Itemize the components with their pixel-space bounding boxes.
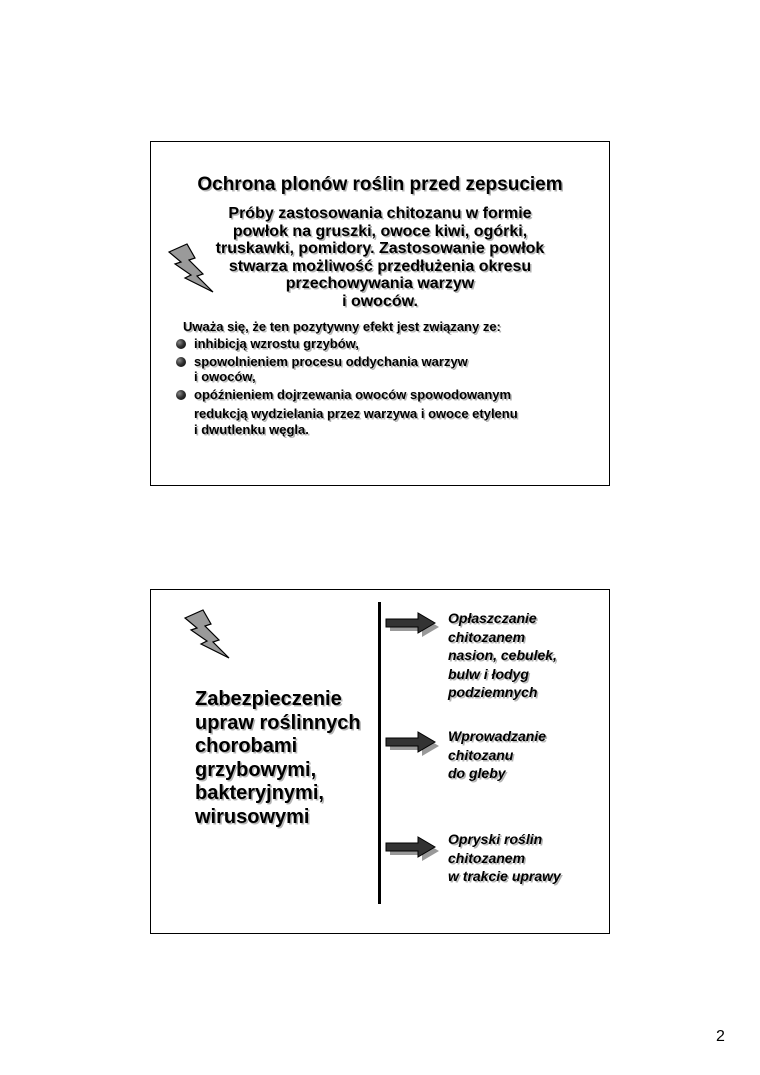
method-line: Opłaszczanie <box>448 610 537 626</box>
arrow-right-icon <box>384 731 440 757</box>
method-line: w trakcie uprawy <box>448 868 561 884</box>
method-line: chitozanu <box>448 746 514 763</box>
slide-paragraph <box>199 205 561 310</box>
list-item-line: opóźnieniem dojrzewania owoców spowodowanym <box>194 386 512 402</box>
slide-crop-protection-diseases <box>150 589 610 934</box>
list-item <box>167 354 597 385</box>
lightning-bolt-icon <box>181 608 231 660</box>
list-item-line: redukcją wydzielania przez warzywa i owoce etylenu <box>194 406 518 421</box>
paragraph-line: truskawki, pomidory. Zastosowanie powłok <box>215 240 545 257</box>
bullet-icon <box>176 357 186 367</box>
method-item-soil <box>448 727 608 783</box>
list-item <box>167 336 597 352</box>
paragraph-line: przechowywania warzyw <box>285 275 475 292</box>
vertical-divider <box>378 602 381 904</box>
arrow-right-icon <box>384 612 440 638</box>
method-line: nasion, cebulek, <box>448 647 557 663</box>
method-line: Opryski roślin <box>448 831 543 847</box>
method-line: Wprowadzanie <box>448 728 547 744</box>
method-line: chitozanem <box>448 849 526 866</box>
effects-intro: Uważa się, że ten pozytywny efekt jest związany ze: <box>183 319 501 334</box>
method-line: chitozanem <box>448 628 526 645</box>
paragraph-line: stwarza możliwość przedłużenia okresu <box>228 257 532 275</box>
slide-protection-of-crops <box>150 141 610 486</box>
list-item-line: i dwutlenku węgla. <box>194 421 309 437</box>
method-item-spraying <box>448 830 608 886</box>
effects-list <box>167 336 597 439</box>
slide-heading <box>195 688 385 829</box>
page-number: 2 <box>716 1028 725 1045</box>
method-line: bulw i łodyg <box>448 665 529 682</box>
list-item-continuation <box>167 406 597 437</box>
list-item <box>167 387 597 403</box>
paragraph-line: powłok na gruszki, owoce kiwi, ogórki, <box>232 222 528 240</box>
heading-line: chorobami <box>195 735 298 757</box>
bullet-icon <box>176 390 186 400</box>
paragraph-line: Próby zastosowania chitozanu w formie <box>228 205 532 222</box>
heading-line: wirusowymi <box>195 805 310 828</box>
heading-line: bakteryjnymi, <box>195 782 324 804</box>
heading-line: grzybowymi, <box>195 758 317 781</box>
list-item-line: i owoców, <box>194 369 256 384</box>
bullet-icon <box>176 339 186 349</box>
method-line: do gleby <box>448 765 506 781</box>
heading-line: upraw roślinnych <box>195 711 361 734</box>
list-item-line: spowolnieniem procesu oddychania warzyw <box>194 353 468 369</box>
list-item-line: inhibicją wzrostu grzybów, <box>194 336 359 351</box>
method-item-coating <box>448 609 608 702</box>
arrow-right-icon <box>384 836 440 862</box>
slide-title: Ochrona plonów roślin przed zepsuciem <box>197 174 563 195</box>
method-line: podziemnych <box>448 684 538 700</box>
paragraph-line: i owoców. <box>342 292 418 310</box>
heading-line: Zabezpieczenie <box>195 688 342 710</box>
